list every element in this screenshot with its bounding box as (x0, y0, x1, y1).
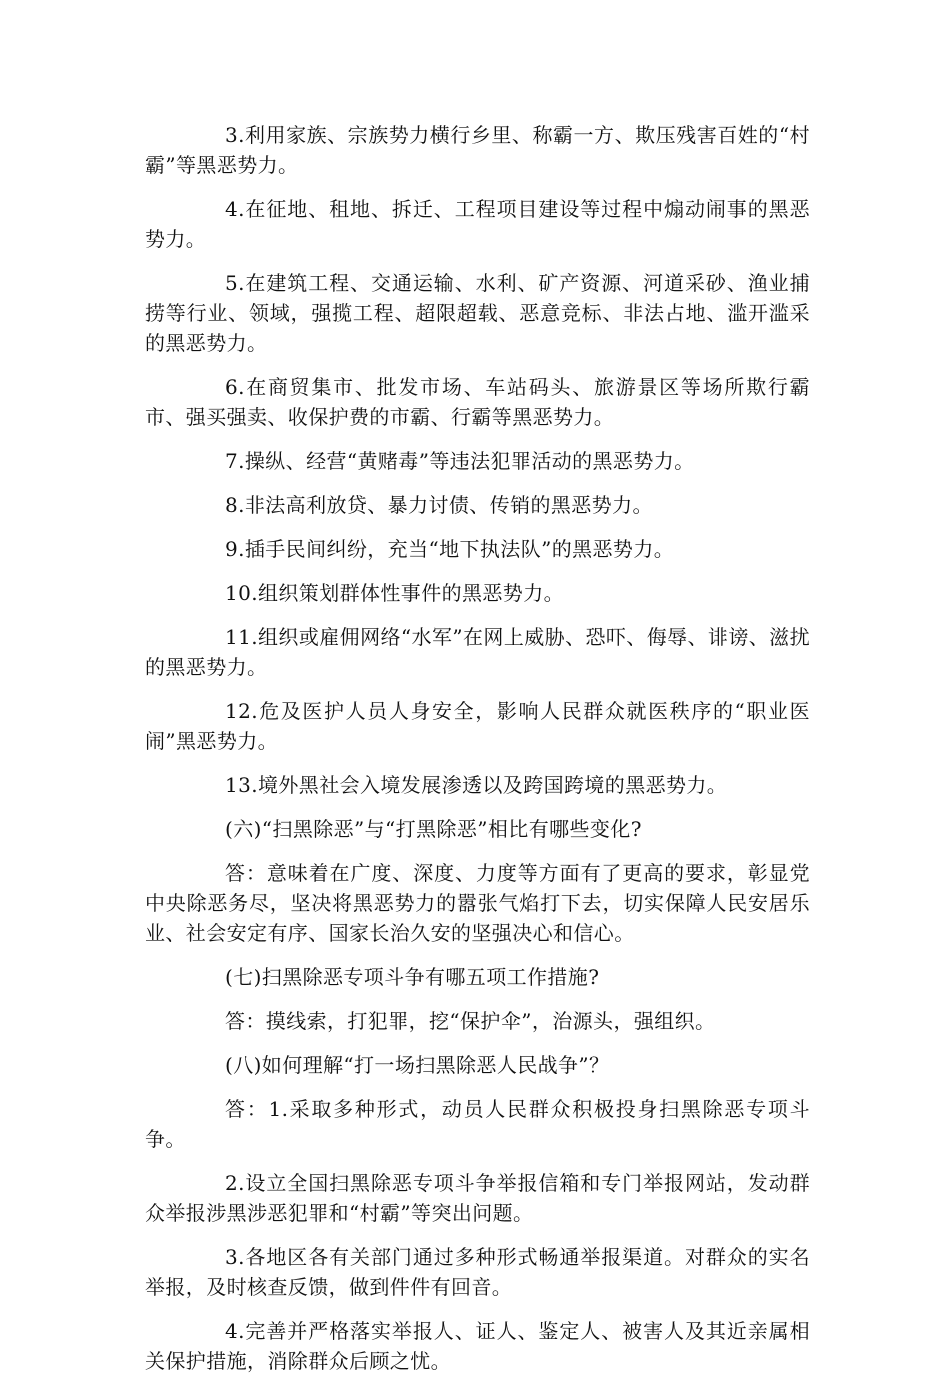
answer-paragraph-8-item-4: 4.完善并严格落实举报人、证人、鉴定人、被害人及其近亲属相关保护措施，消除群众后顾之忧。 (145, 1319, 810, 1373)
paragraph-item-7: 7.操纵、经营“黄赌毒”等违法犯罪活动的黑恶势力。 (225, 449, 695, 473)
paragraph-item-6: 6.在商贸集市、批发市场、车站码头、旅游景区等场所欺行霸市、强买强卖、收保护费的市霸、行霸等黑恶势力。 (145, 375, 810, 429)
section-heading-6: (六)“扫黑除恶”与“打黑除恶”相比有哪些变化? (225, 817, 642, 841)
section-heading-7: (七)扫黑除恶专项斗争有哪五项工作措施? (225, 965, 600, 989)
answer-paragraph-6: 答：意味着在广度、深度、力度等方面有了更高的要求，彰显党中央除恶务尽，坚决将黑恶势力的嚣张气焰打下去，切实保障人民安居乐业、社会安定有序、国家长治久安的坚强决心和信心。 (145, 861, 810, 945)
answer-paragraph-8-item-1: 答：1.采取多种形式，动员人民群众积极投身扫黑除恶专项斗争。 (145, 1097, 810, 1151)
paragraph-item-5: 5.在建筑工程、交通运输、水利、矿产资源、河道采砂、渔业捕捞等行业、领域，强揽工程、超限超载、恶意竞标、非法占地、滥开滥采的黑恶势力。 (145, 271, 810, 355)
paragraph-item-9: 9.插手民间纠纷，充当“地下执法队”的黑恶势力。 (225, 537, 675, 561)
answer-paragraph-7: 答：摸线索，打犯罪，挖“保护伞”，治源头，强组织。 (225, 1009, 716, 1033)
document-body (145, 120, 810, 1390)
section-heading-8: (八)如何理解“打一场扫黑除恶人民战争”？ (225, 1053, 610, 1077)
answer-paragraph-8-item-3: 3.各地区各有关部门通过多种形式畅通举报渠道。对群众的实名举报，及时核查反馈，做到件件有回音。 (145, 1245, 810, 1299)
paragraph-item-11: 11.组织或雇佣网络“水军”在网上威胁、恐吓、侮辱、诽谤、滋扰的黑恶势力。 (145, 625, 810, 679)
paragraph-item-4: 4.在征地、租地、拆迁、工程项目建设等过程中煽动闹事的黑恶势力。 (145, 197, 810, 251)
paragraph-item-13: 13.境外黑社会入境发展渗透以及跨国跨境的黑恶势力。 (225, 773, 728, 797)
paragraph-item-12: 12.危及医护人员人身安全，影响人民群众就医秩序的“职业医闹”黑恶势力。 (145, 699, 810, 753)
answer-paragraph-8-item-2: 2.设立全国扫黑除恶专项斗争举报信箱和专门举报网站，发动群众举报涉黑涉恶犯罪和“村霸”等突出问题。 (145, 1171, 810, 1225)
paragraph-item-10: 10.组织策划群体性事件的黑恶势力。 (225, 581, 565, 605)
paragraph-item-3: 3.利用家族、宗族势力横行乡里、称霸一方、欺压残害百姓的“村霸”等黑恶势力。 (145, 123, 810, 177)
paragraph-item-8: 8.非法高利放贷、暴力讨债、传销的黑恶势力。 (225, 493, 653, 517)
